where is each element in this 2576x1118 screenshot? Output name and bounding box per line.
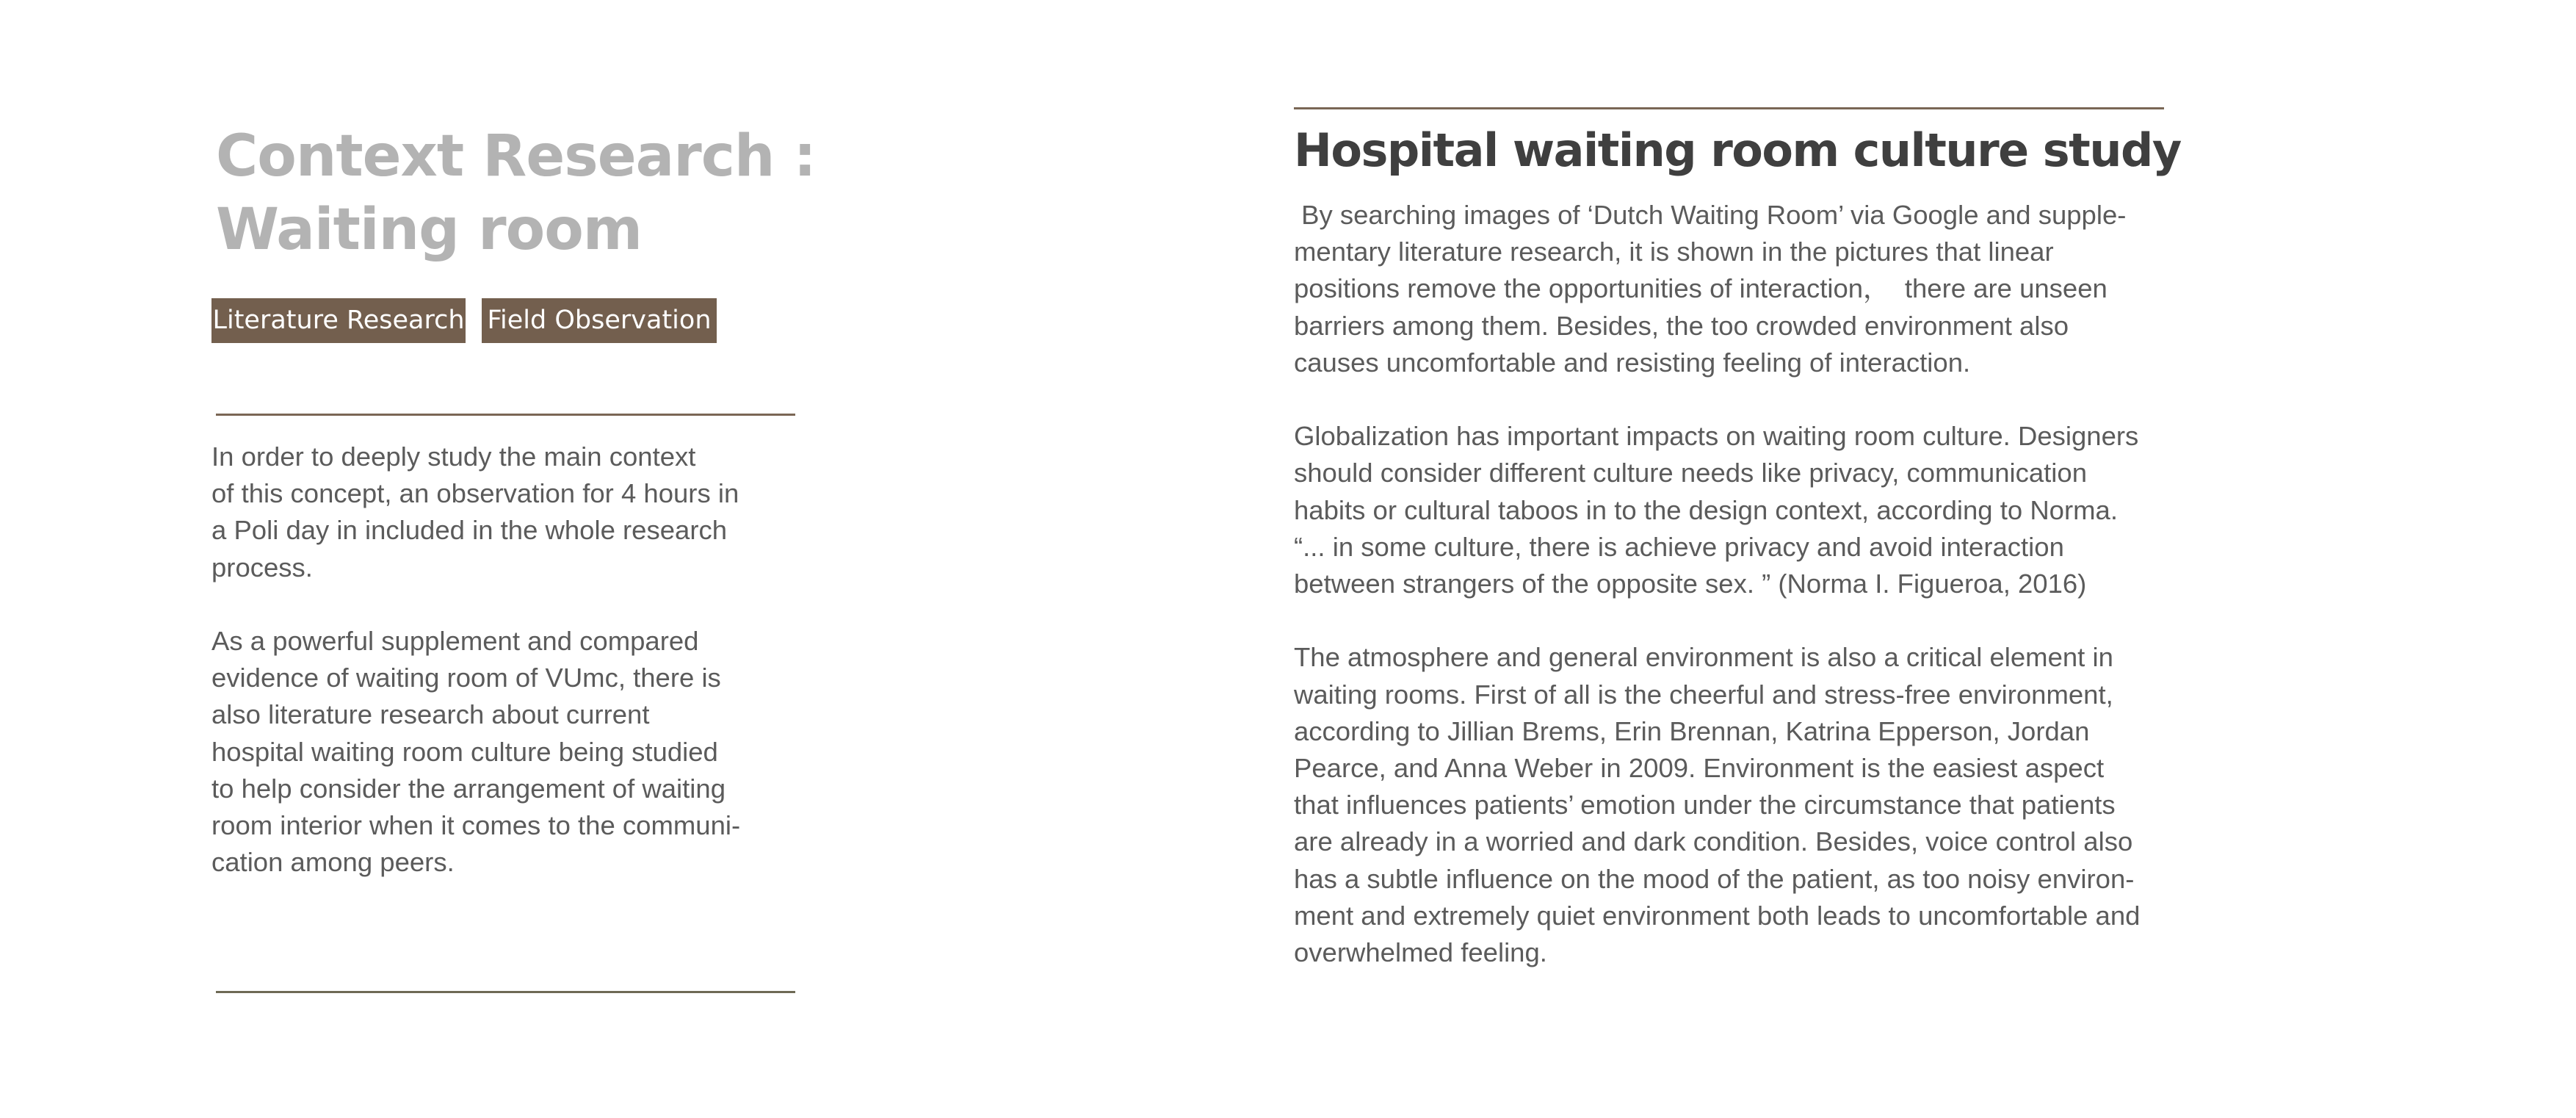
- text-line: room interior when it comes to the communi-: [211, 810, 741, 841]
- text-line: positions remove the opportunities of interaction， there are unseen: [1294, 273, 2108, 304]
- left-paragraph-2: [211, 623, 784, 881]
- right-paragraph-1: [1294, 197, 2175, 381]
- text-line: to help consider the arrangement of waiting: [211, 773, 726, 804]
- text-line: has a subtle influence on the mood of the patient, as too noisy environ-: [1294, 863, 2135, 894]
- divider-left-top: [216, 414, 795, 416]
- text-line: habits or cultural taboos in to the design context, according to Norma.: [1294, 494, 2118, 525]
- text-line: The atmosphere and general environment is also a critical element in: [1294, 642, 2113, 673]
- page-title-line-1: Context Research :: [216, 123, 816, 190]
- text-line: that influences patients’ emotion under the circumstance that patients: [1294, 790, 2116, 821]
- text-line: By searching images of ‘Dutch Waiting Room’ via Google and supple-: [1294, 200, 2127, 230]
- text-line: mentary literature research, it is shown in the pictures that linear: [1294, 237, 2054, 267]
- text-line: of this concept, an observation for 4 hours in: [211, 478, 739, 509]
- text-line: cation among peers.: [211, 847, 455, 878]
- tag-literature-research: Literature Research: [211, 298, 466, 343]
- text-line: process.: [211, 552, 313, 583]
- text-line: As a powerful supplement and compared: [211, 626, 699, 656]
- right-body-text: [1294, 197, 2175, 971]
- page-title: [216, 120, 816, 267]
- right-paragraph-3: [1294, 639, 2175, 971]
- text-line: a Poli day in included in the whole research: [211, 515, 728, 546]
- section-title: Hospital waiting room culture study: [1294, 123, 2181, 177]
- text-line: also literature research about current: [211, 699, 650, 730]
- text-line: should consider different culture needs like privacy, communication: [1294, 458, 2088, 488]
- divider-left-bottom: [216, 991, 795, 993]
- tag-field-observation: Field Observation: [482, 298, 717, 343]
- text-line: “... in some culture, there is achieve privacy and avoid interaction: [1294, 531, 2064, 562]
- text-line: causes uncomfortable and resisting feeling of interaction.: [1294, 347, 1971, 378]
- text-line: hospital waiting room culture being studied: [211, 736, 718, 767]
- left-body-text: [211, 439, 784, 881]
- text-line: are already in a worried and dark condition. Besides, voice control also: [1294, 826, 2133, 857]
- text-line: barriers among them. Besides, the too crowded environment also: [1294, 310, 2069, 341]
- text-line: In order to deeply study the main context: [211, 441, 696, 472]
- text-line: evidence of waiting room of VUmc, there is: [211, 663, 721, 693]
- text-line: Pearce, and Anna Weber in 2009. Environment is the easiest aspect: [1294, 753, 2105, 784]
- text-line: between strangers of the opposite sex. ” (Norma I. Figueroa, 2016): [1294, 569, 2087, 599]
- text-line: waiting rooms. First of all is the cheerful and stress-free environment,: [1294, 679, 2113, 710]
- right-paragraph-2: [1294, 418, 2175, 602]
- text-line: according to Jillian Brems, Erin Brennan, Katrina Epperson, Jordan: [1294, 715, 2090, 746]
- page-title-line-2: Waiting room: [216, 197, 643, 263]
- text-line: Globalization has important impacts on waiting room culture. Designers: [1294, 421, 2139, 452]
- left-paragraph-1: [211, 439, 784, 586]
- text-line: ment and extremely quiet environment both leads to uncomfortable and: [1294, 900, 2141, 931]
- divider-right-top: [1294, 107, 2164, 109]
- text-line: overwhelmed feeling.: [1294, 937, 1547, 968]
